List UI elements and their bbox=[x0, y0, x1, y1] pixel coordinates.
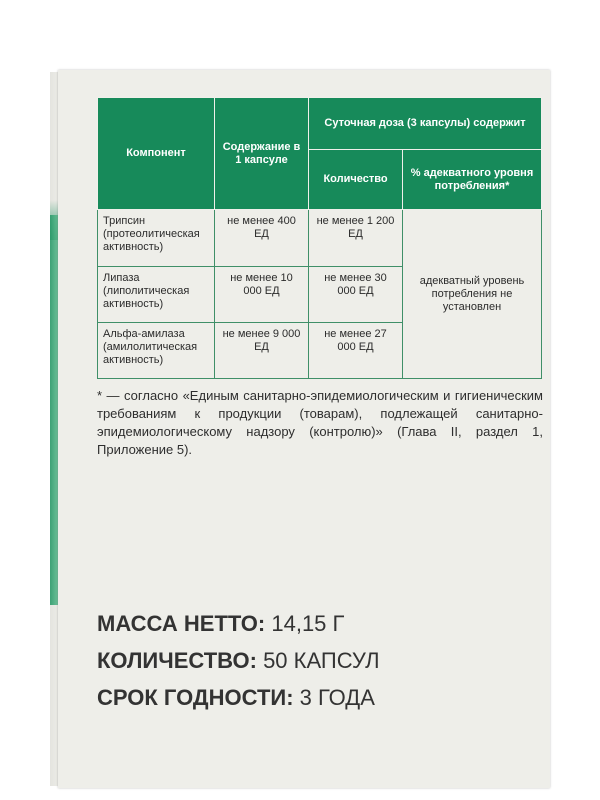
quantity-label: КОЛИЧЕСТВО: bbox=[97, 648, 257, 673]
per-capsule-value: не менее 400 ЕД bbox=[215, 210, 309, 267]
shelf-life-label: СРОК ГОДНОСТИ: bbox=[97, 685, 294, 710]
header-percent-adequate: % адекватного уровня потребления* bbox=[403, 150, 542, 210]
per-capsule-value: не менее 9 000 ЕД bbox=[215, 323, 309, 379]
component-name: Липаза (липолитическая активность) bbox=[98, 267, 215, 323]
percent-adequate-note: адекватный уровень потребления не установлен bbox=[403, 210, 542, 379]
header-component: Компонент bbox=[98, 98, 215, 210]
net-mass-value: 14,15 Г bbox=[271, 611, 345, 636]
component-name: Трипсин (протеолитическая активность) bbox=[98, 210, 215, 267]
shelf-life-value: 3 ГОДА bbox=[299, 685, 375, 710]
daily-quantity-value: не менее 30 000 ЕД bbox=[309, 267, 403, 323]
component-name: Альфа-амилаза (амилолитическая активность) bbox=[98, 323, 215, 379]
header-quantity: Количество bbox=[309, 150, 403, 210]
net-mass-label: МАССА НЕТТО: bbox=[97, 611, 266, 636]
header-content-per-capsule: Содержание в 1 капсуле bbox=[215, 98, 309, 210]
header-daily-dose: Суточная доза (3 капсулы) содержит bbox=[309, 98, 542, 150]
quantity-line bbox=[97, 648, 380, 674]
net-mass-line bbox=[97, 611, 344, 637]
quantity-value: 50 КАПСУЛ bbox=[263, 648, 380, 673]
composition-table bbox=[97, 97, 542, 379]
daily-quantity-value: не менее 27 000 ЕД bbox=[309, 323, 403, 379]
daily-quantity-value: не менее 1 200 ЕД bbox=[309, 210, 403, 267]
footnote-text: * — согласно «Единым санитарно-эпидемиологическим и гигиеническим требованиям к продукции (товарам), подлежащей санитарно-эпидемиологическому надзору (контролю)» (Глава II, раздел 1, Приложение 5). bbox=[97, 388, 543, 457]
table-row bbox=[98, 210, 542, 267]
shelf-life-line bbox=[97, 685, 375, 711]
per-capsule-value: не менее 10 000 ЕД bbox=[215, 267, 309, 323]
